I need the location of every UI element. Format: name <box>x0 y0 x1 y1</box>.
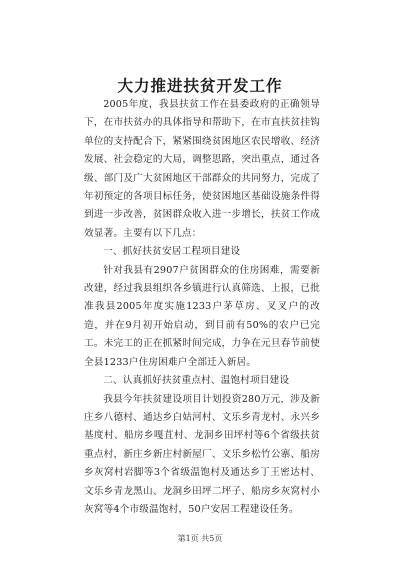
intro-paragraph: 2005年度，我县扶贫工作在县委政府的正确领导下，在市扶贫办的具体指导和帮助下，在市直扶贫挂钩单位的支持配合下，紧紧围绕贫困地区农民增收、经济发展、社会稳定的大局，调整思路，突出重点，通过各级、部门及广大贫困地区干部群众的共同努力，完成了年初预定的各项目标任务，使贫困地区基础设施条件得到进一步改善，贫困群众收入进一步增长，扶贫工作成效显著。主要有以下几点： <box>84 99 320 239</box>
section-2-paragraph: 我县今年扶贫建设项目计划投资280万元，涉及新庄乡八德村、通达乡白姑河村、文乐乡青龙村、永兴乡基度村、船房乡嘎苴村、龙洞乡田坪村等6个省级扶贫重点村，新庄乡新庄村新屋厂、文乐乡松竹公寨、船房乡灰窝村岩脚等3个省级温饱村及通达乡丁王密达村、文乐乡青龙黑山、龙洞乡田坪二坪子、船房乡灰窝村小灰窝等4个市级温饱村，50户安居工程建设任务。 <box>84 393 320 515</box>
section-heading-1: 一、抓好扶贫安居工程项目建设 <box>103 246 241 258</box>
document-title: 大力推进扶贫开发工作 <box>117 76 283 95</box>
section-1-paragraph: 针对我县有2907户贫困群众的住房困难，需要新改建，经过我县组织各乡镇进行认真筛选、上报，已批准我县2005年度实施1233户茅草房、叉叉户的改造，并在9月初开始启动，到目前有50%的农户已完工。未完工的正在抓紧时间完成，力争在元旦春节前使全县1233户住房困难户全部迁入新居。 <box>84 264 320 368</box>
section-heading-2: 二、认真抓好扶贫重点村、温饱村项目建设 <box>103 375 290 387</box>
page-footer: 第1页 共5页 <box>177 534 223 543</box>
document-body <box>84 96 320 519</box>
